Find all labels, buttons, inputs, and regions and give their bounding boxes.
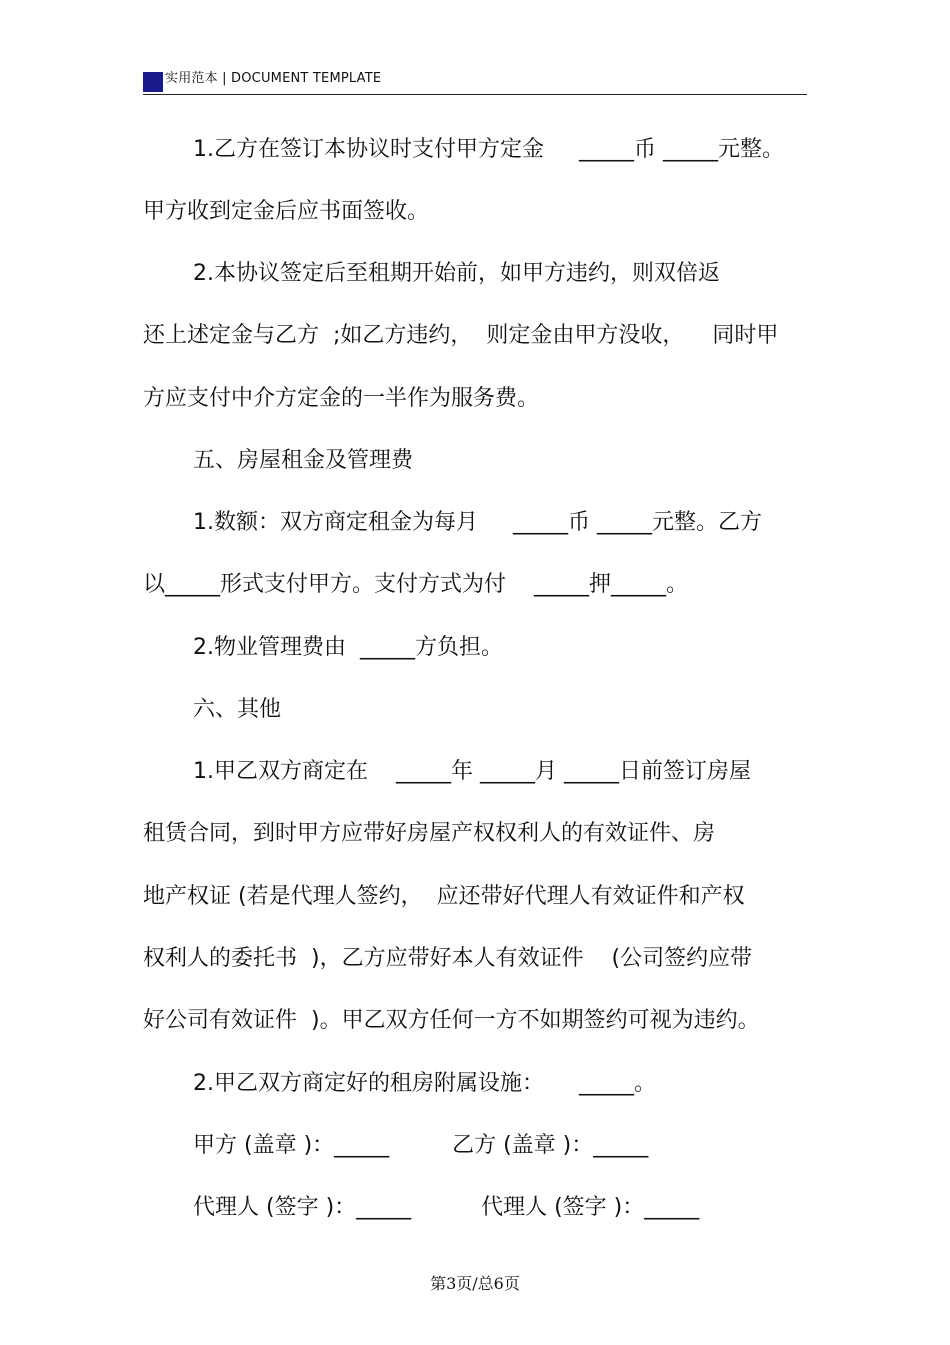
text-line: 方应支付中介方定金的一半作为服务费。 — [143, 386, 540, 411]
text-line: 2.甲乙双方商定好的租房附属设施： _____。 — [193, 1071, 656, 1096]
text-line: 1.甲乙双方商定在 _____年 _____月 _____日前签订房屋 — [193, 759, 751, 784]
section-heading: 六、其他 — [193, 697, 282, 722]
text-line: 好公司有效证件 )。甲乙双方任何一方不如期签约可视为违约。 — [143, 1008, 760, 1033]
text-line: 还上述定金与乙方 ;如乙方违约， 则定金由甲方没收， 同时甲 — [143, 323, 779, 348]
page-number: 第3页/总6页 — [430, 1274, 520, 1293]
header-logo-mark — [143, 72, 163, 92]
text-line: 2.本协议签定后至租期开始前，如甲方违约，则双倍返 — [193, 261, 720, 286]
text-line: 地产权证 (若是代理人签约， 应还带好代理人有效证件和产权 — [143, 884, 745, 909]
header-title: 实用范本 | DOCUMENT TEMPLATE — [165, 71, 382, 86]
signature-line: 甲方 (盖章 )：_____ 乙方 (盖章 )：_____ — [193, 1133, 649, 1158]
document-header — [143, 68, 807, 95]
text-line: 租赁合同，到时甲方应带好房屋产权权利人的有效证件、房 — [143, 821, 716, 846]
text-line: 1.数额：双方商定租金为每月 _____币 _____元整。乙方 — [193, 510, 762, 535]
text-line: 以_____形式支付甲方。支付方式为付 _____押_____。 — [143, 572, 688, 597]
text-line: 2.物业管理费由 _____方负担。 — [193, 635, 503, 660]
section-heading: 五、房屋租金及管理费 — [193, 448, 414, 473]
text-line: 1.乙方在签订本协议时支付甲方定金 _____币 _____元整。 — [193, 137, 784, 162]
text-line: 甲方收到定金后应书面签收。 — [143, 199, 430, 224]
text-line: 权利人的委托书 )，乙方应带好本人有效证件 (公司签约应带 — [143, 946, 753, 971]
signature-line: 代理人 (签字 )：_____ 代理人 (签字 )：_____ — [193, 1195, 700, 1220]
